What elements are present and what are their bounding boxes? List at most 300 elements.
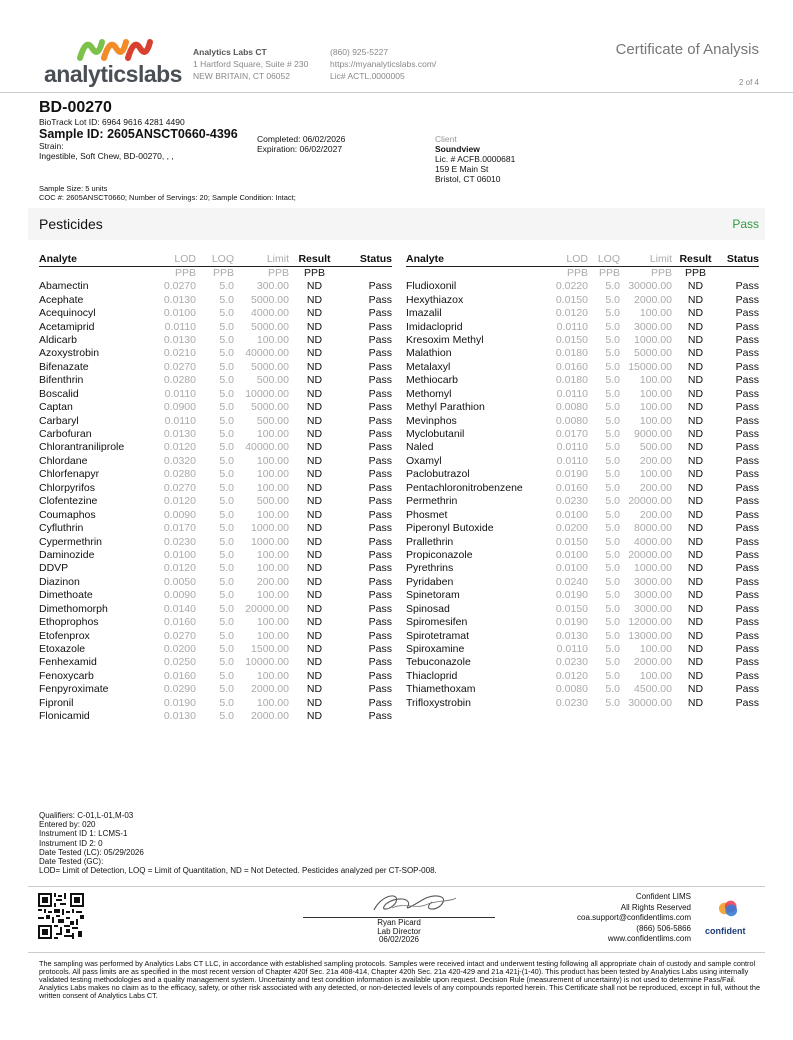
- lod-cell: 0.0210: [163, 347, 196, 360]
- status-cell: Pass: [368, 508, 392, 521]
- result-cell: ND: [306, 710, 323, 723]
- table-row: [406, 522, 759, 535]
- instrument-2: Instrument ID 2: 0: [39, 838, 103, 848]
- table-row: [39, 643, 392, 656]
- status-cell: Pass: [735, 333, 759, 346]
- result-cell: ND: [306, 643, 323, 656]
- client-info: [435, 134, 515, 184]
- disclaimer: The sampling was performed by Analytics Labs CT LLC, in accordance with established sampling protocols. Samples were received intact and underwent testing following all appropriate chain of custody and sample control protocols. All pass limits are as specified in the most recent version of Chapter 420f Sec. 21a 408-414, Chapter 420h Sec. 21a 420-429 and 21a 421j-(1-40). This product has been tested by Analytics Labs using internally validated testing methodologies and a quality management system. Uncertainty and test condition information is available upon request. Decision Rule (measurement of uncertainty) is not used to determine Pass/Fail. Analytics Labs makes no claim as to the efficacy, safety, or other risk associated with any detected, or non-detected levels of any compounds reported herein. This Certificate shall not be reproduced, except in full, without the written consent of Analytics Labs CT.: [39, 959, 761, 1000]
- loq-cell: 5.0: [605, 548, 620, 561]
- loq-cell: 5.0: [219, 454, 234, 467]
- table-row: [39, 428, 392, 441]
- lod-cell: 0.0180: [555, 374, 588, 387]
- analyte-cell: Methiocarb: [406, 374, 458, 387]
- limit-cell: 100.00: [256, 616, 289, 629]
- status-cell: Pass: [735, 535, 759, 548]
- status-cell: Pass: [368, 428, 392, 441]
- sample-size-coc: [39, 184, 296, 202]
- loq-cell: 5.0: [219, 535, 234, 548]
- limit-cell: 100.00: [256, 589, 289, 602]
- lod-cell: 0.0080: [555, 683, 588, 696]
- lod-cell: 0.0150: [555, 535, 588, 548]
- loq-cell: 5.0: [219, 347, 234, 360]
- loq-cell: 5.0: [219, 320, 234, 333]
- table-row: [406, 388, 759, 401]
- status-cell: Pass: [735, 508, 759, 521]
- status-cell: Pass: [735, 347, 759, 360]
- qualifiers: Qualifiers: C-01,L-01,M-03: [39, 811, 134, 820]
- limit-cell: 1000.00: [251, 535, 289, 548]
- limit-cell: 4500.00: [634, 683, 672, 696]
- limit-cell: 5000.00: [251, 401, 289, 414]
- analyte-cell: Spinetoram: [406, 589, 460, 602]
- col-result: Result: [672, 253, 719, 267]
- status-cell: Pass: [735, 522, 759, 535]
- limit-cell: 200.00: [639, 454, 672, 467]
- analyte-cell: Acephate: [39, 293, 84, 306]
- result-cell: ND: [687, 602, 704, 615]
- result-cell: ND: [306, 468, 323, 481]
- analyte-cell: Ethoprophos: [39, 616, 99, 629]
- unit-blank: [39, 267, 147, 281]
- lab-address-line2: NEW BRITAIN, CT 06052: [193, 71, 290, 81]
- result-cell: ND: [306, 656, 323, 669]
- table-row: [39, 589, 392, 602]
- status-cell: Pass: [368, 656, 392, 669]
- loq-cell: 5.0: [219, 589, 234, 602]
- status-cell: Pass: [735, 616, 759, 629]
- status-cell: Pass: [735, 320, 759, 333]
- lod-cell: 0.0190: [555, 589, 588, 602]
- analyte-cell: Fenpyroximate: [39, 683, 109, 696]
- analyte-cell: Bifenazate: [39, 360, 89, 373]
- table-row: [39, 508, 392, 521]
- table-row: [406, 697, 759, 710]
- analyte-cell: Clofentezine: [39, 495, 98, 508]
- lod-cell: 0.0200: [555, 522, 588, 535]
- col-limit: Limit: [234, 253, 289, 267]
- analyte-cell: Spiroxamine: [406, 643, 465, 656]
- status-cell: Pass: [368, 280, 392, 293]
- unit-blank: [719, 267, 759, 281]
- limit-cell: 100.00: [639, 643, 672, 656]
- loq-cell: 5.0: [219, 616, 234, 629]
- status-cell: Pass: [735, 414, 759, 427]
- lod-cell: 0.0100: [163, 548, 196, 561]
- analyte-cell: Chlorfenapyr: [39, 468, 100, 481]
- lod-cell: 0.0080: [555, 414, 588, 427]
- limit-cell: 1000.00: [634, 333, 672, 346]
- status-cell: Pass: [735, 669, 759, 682]
- result-cell: ND: [687, 401, 704, 414]
- result-cell: ND: [306, 683, 323, 696]
- table-row: [39, 401, 392, 414]
- lod-cell: 0.0170: [555, 428, 588, 441]
- lod-cell: 0.0110: [164, 320, 196, 333]
- result-cell: ND: [306, 387, 323, 400]
- qr-code-icon[interactable]: [38, 893, 84, 939]
- limit-cell: 100.00: [256, 428, 289, 441]
- page-header: [0, 0, 793, 92]
- lod-cell: 0.0160: [555, 481, 588, 494]
- status-cell: Pass: [735, 683, 759, 696]
- limit-cell: 12000.00: [628, 616, 672, 629]
- status-cell: Pass: [735, 696, 759, 709]
- status-cell: Pass: [368, 522, 392, 535]
- limit-cell: 500.00: [256, 374, 289, 387]
- limit-cell: 100.00: [256, 548, 289, 561]
- result-cell: ND: [306, 562, 323, 575]
- client-address1: 159 E Main St: [435, 164, 489, 174]
- section-band: [28, 208, 765, 240]
- analyte-cell: Abamectin: [39, 280, 89, 293]
- result-cell: ND: [687, 387, 704, 400]
- loq-cell: 5.0: [605, 508, 620, 521]
- loq-cell: 5.0: [605, 669, 620, 682]
- result-cell: ND: [687, 669, 704, 682]
- unit-limit: PPB: [650, 267, 672, 279]
- loq-cell: 5.0: [605, 414, 620, 427]
- result-cell: ND: [687, 643, 704, 656]
- lod-cell: 0.0230: [555, 696, 588, 709]
- result-cell: ND: [687, 683, 704, 696]
- analyte-cell: Mevinphos: [406, 414, 457, 427]
- table-row: [39, 374, 392, 387]
- analyte-cell: Hexythiazox: [406, 293, 464, 306]
- loq-cell: 5.0: [219, 683, 234, 696]
- biotrack-lot: BioTrack Lot ID: 6964 9616 4281 4490: [39, 117, 185, 127]
- lab-address: [193, 46, 308, 82]
- signature-image: [352, 890, 472, 920]
- status-cell: Pass: [368, 374, 392, 387]
- limit-cell: 100.00: [639, 374, 672, 387]
- loq-cell: 5.0: [605, 495, 620, 508]
- lab-phone: (860) 925-5227: [330, 47, 389, 57]
- lod-cell: 0.0230: [555, 656, 588, 669]
- analyte-cell: Methomyl: [406, 387, 452, 400]
- table-row: [406, 455, 759, 468]
- loq-cell: 5.0: [219, 428, 234, 441]
- analyte-cell: Spirotetramat: [406, 629, 470, 642]
- footer-notes: [39, 811, 437, 875]
- loq-cell: 5.0: [219, 656, 234, 669]
- result-cell: ND: [687, 454, 704, 467]
- client-address2: Bristol, CT 06010: [435, 174, 501, 184]
- loq-cell: 5.0: [219, 481, 234, 494]
- limit-cell: 40000.00: [245, 347, 289, 360]
- logo-text: analyticslabs: [44, 61, 182, 87]
- lod-cell: 0.0110: [556, 643, 588, 656]
- analyte-cell: Captan: [39, 401, 73, 414]
- result-cell: ND: [306, 522, 323, 535]
- table-row: [406, 656, 759, 669]
- loq-cell: 5.0: [605, 683, 620, 696]
- loq-cell: 5.0: [219, 562, 234, 575]
- table-row: [39, 320, 392, 333]
- loq-cell: 5.0: [219, 602, 234, 615]
- result-cell: ND: [687, 548, 704, 561]
- table-row: [39, 388, 392, 401]
- result-cell: ND: [306, 360, 323, 373]
- lod-cell: 0.0090: [163, 508, 196, 521]
- unit-row: [406, 267, 759, 281]
- status-cell: Pass: [735, 589, 759, 602]
- table-row: [39, 522, 392, 535]
- lod-cell: 0.0050: [163, 575, 196, 588]
- lod-cell: 0.0190: [555, 468, 588, 481]
- limit-cell: 15000.00: [628, 360, 672, 373]
- signer-block: [303, 919, 495, 945]
- result-cell: ND: [687, 562, 704, 575]
- loq-cell: 5.0: [219, 293, 234, 306]
- status-cell: Pass: [735, 481, 759, 494]
- result-cell: ND: [306, 481, 323, 494]
- col-result: Result: [289, 253, 340, 267]
- status-cell: Pass: [735, 293, 759, 306]
- table-row: [406, 589, 759, 602]
- analyte-cell: Dimethoate: [39, 589, 93, 602]
- unit-loq: PPB: [598, 267, 620, 279]
- table-row: [39, 549, 392, 562]
- analyte-cell: Oxamyl: [406, 454, 442, 467]
- result-cell: ND: [687, 280, 704, 293]
- limit-cell: 5000.00: [251, 360, 289, 373]
- table-row: [406, 401, 759, 414]
- result-cell: ND: [306, 696, 323, 709]
- limit-cell: 1000.00: [251, 522, 289, 535]
- status-cell: Pass: [368, 387, 392, 400]
- analyte-cell: Azoxystrobin: [39, 347, 100, 360]
- lod-cell: 0.0180: [555, 347, 588, 360]
- status-cell: Pass: [735, 495, 759, 508]
- lab-address-line1: 1 Hartford Square, Suite # 230: [193, 59, 309, 69]
- analyte-cell: Fenhexamid: [39, 656, 97, 669]
- result-cell: ND: [687, 616, 704, 629]
- result-cell: ND: [687, 414, 704, 427]
- lod-cell: 0.0130: [555, 629, 588, 642]
- col-limit: Limit: [620, 253, 672, 267]
- result-cell: ND: [306, 495, 323, 508]
- lims-name: Confident LIMS: [635, 892, 691, 901]
- lod-cell: 0.0160: [163, 669, 196, 682]
- status-cell: Pass: [735, 454, 759, 467]
- loq-cell: 5.0: [219, 508, 234, 521]
- analyte-cell: Pyridaben: [406, 575, 454, 588]
- loq-cell: 5.0: [219, 307, 234, 320]
- lod-cell: 0.0190: [163, 696, 196, 709]
- lod-cell: 0.0230: [163, 535, 196, 548]
- analyte-cell: Acequinocyl: [39, 307, 96, 320]
- col-status: Status: [340, 253, 392, 267]
- lims-email[interactable]: coa.support@confidentlims.com: [577, 913, 691, 922]
- loq-cell: 5.0: [219, 522, 234, 535]
- lod-cell: 0.0270: [163, 280, 196, 293]
- analyte-cell: Permethrin: [406, 495, 458, 508]
- result-cell: ND: [306, 441, 323, 454]
- status-cell: Pass: [368, 575, 392, 588]
- loq-cell: 5.0: [605, 481, 620, 494]
- table-row: [406, 549, 759, 562]
- analyte-cell: Daminozide: [39, 548, 95, 561]
- unit-result: PPB: [684, 267, 706, 279]
- analyte-cell: Imazalil: [406, 307, 442, 320]
- lod-cell: 0.0100: [555, 508, 588, 521]
- unit-blank: [340, 267, 392, 281]
- result-cell: ND: [306, 508, 323, 521]
- result-cell: ND: [306, 293, 323, 306]
- loq-cell: 5.0: [219, 387, 234, 400]
- status-cell: Pass: [368, 293, 392, 306]
- analyte-cell: Spiromesifen: [406, 616, 468, 629]
- result-cell: ND: [687, 307, 704, 320]
- lims-rights: All Rights Reserved: [620, 902, 691, 912]
- table-row: [406, 495, 759, 508]
- lod-cell: 0.0230: [555, 495, 588, 508]
- status-cell: Pass: [735, 280, 759, 293]
- status-cell: Pass: [368, 629, 392, 642]
- col-lod: LOD: [147, 253, 196, 267]
- analyte-cell: Etoxazole: [39, 643, 86, 656]
- result-cell: ND: [306, 333, 323, 346]
- lod-cell: 0.0100: [555, 562, 588, 575]
- table-row: [406, 535, 759, 548]
- lod-cell: 0.0900: [163, 401, 196, 414]
- table-row: [406, 616, 759, 629]
- loq-cell: 5.0: [219, 280, 234, 293]
- limit-cell: 100.00: [256, 468, 289, 481]
- limit-cell: 100.00: [639, 401, 672, 414]
- table-row: [39, 535, 392, 548]
- loq-cell: 5.0: [605, 333, 620, 346]
- header-divider: [0, 92, 793, 93]
- result-cell: ND: [306, 347, 323, 360]
- lod-cell: 0.0120: [555, 307, 588, 320]
- table-row: [406, 441, 759, 454]
- sample-id: Sample ID: 2605ANSCT0660-4396: [39, 127, 238, 141]
- table-row: [39, 482, 392, 495]
- limit-cell: 500.00: [639, 441, 672, 454]
- lims-website[interactable]: www.confidentlims.com: [607, 934, 691, 943]
- lod-cell: 0.0270: [163, 481, 196, 494]
- analyte-cell: Naled: [406, 441, 434, 454]
- result-cell: ND: [306, 535, 323, 548]
- table-row: [39, 603, 392, 616]
- unit-result: PPB: [303, 267, 325, 279]
- table-row: [39, 441, 392, 454]
- limit-cell: 100.00: [256, 508, 289, 521]
- result-cell: ND: [306, 320, 323, 333]
- footer-divider: [28, 886, 765, 887]
- result-cell: ND: [687, 495, 704, 508]
- analyte-cell: Chlorpyrifos: [39, 481, 96, 494]
- result-cell: ND: [306, 374, 323, 387]
- loq-cell: 5.0: [605, 428, 620, 441]
- loq-cell: 5.0: [605, 293, 620, 306]
- loq-cell: 5.0: [605, 307, 620, 320]
- signer-title: Lab Director: [377, 926, 421, 936]
- loq-cell: 5.0: [219, 441, 234, 454]
- status-cell: Pass: [735, 428, 759, 441]
- status-cell: Pass: [368, 616, 392, 629]
- analyte-cell: Spinosad: [406, 602, 450, 615]
- analyte-cell: Tebuconazole: [406, 656, 471, 669]
- status-cell: Pass: [368, 683, 392, 696]
- lod-cell: 0.0140: [163, 602, 196, 615]
- lod-cell: 0.0130: [163, 710, 196, 723]
- loq-cell: 5.0: [219, 643, 234, 656]
- analyte-cell: Imidacloprid: [406, 320, 463, 333]
- status-cell: Pass: [368, 454, 392, 467]
- instrument-1: Instrument ID 1: LCMS-1: [39, 829, 128, 839]
- table-row: [39, 656, 392, 669]
- lod-cell: 0.0120: [163, 495, 196, 508]
- loq-cell: 5.0: [605, 441, 620, 454]
- table-row: [39, 616, 392, 629]
- lod-cell: 0.0150: [555, 602, 588, 615]
- table-header-row: [39, 253, 392, 267]
- col-lod: LOD: [538, 253, 588, 267]
- status-cell: Pass: [735, 656, 759, 669]
- status-cell: Pass: [735, 575, 759, 588]
- analyte-cell: Dimethomorph: [39, 602, 108, 615]
- lod-cell: 0.0320: [163, 454, 196, 467]
- lod-cell: 0.0150: [555, 333, 588, 346]
- lod-cell: 0.0130: [163, 333, 196, 346]
- analyte-cell: Paclobutrazol: [406, 468, 470, 481]
- section-title: Pesticides: [39, 216, 103, 232]
- table-row: [406, 576, 759, 589]
- lod-cell: 0.0110: [556, 387, 588, 400]
- lab-website[interactable]: https://myanalyticslabs.com/: [330, 59, 437, 69]
- status-cell: Pass: [735, 374, 759, 387]
- analyte-cell: Acetamiprid: [39, 320, 95, 333]
- status-cell: Pass: [368, 643, 392, 656]
- result-cell: ND: [687, 656, 704, 669]
- col-status: Status: [719, 253, 759, 267]
- table-row: [39, 414, 392, 427]
- lod-cell: 0.0120: [163, 562, 196, 575]
- analyte-cell: Bifenthrin: [39, 374, 84, 387]
- unit-lod: PPB: [566, 267, 588, 279]
- analyte-cell: Fipronil: [39, 696, 74, 709]
- table-row: [39, 307, 392, 320]
- table-row: [39, 683, 392, 696]
- status-cell: Pass: [735, 548, 759, 561]
- loq-cell: 5.0: [219, 696, 234, 709]
- result-cell: ND: [687, 320, 704, 333]
- analyte-cell: Thiacloprid: [406, 669, 458, 682]
- lod-cell: 0.0250: [163, 656, 196, 669]
- status-cell: Pass: [368, 401, 392, 414]
- limit-cell: 2000.00: [251, 683, 289, 696]
- loq-cell: 5.0: [605, 616, 620, 629]
- status-cell: Pass: [735, 401, 759, 414]
- limit-cell: 300.00: [256, 280, 289, 293]
- table-row: [39, 280, 392, 293]
- lod-cell: 0.0120: [163, 441, 196, 454]
- analyte-cell: Fenoxycarb: [39, 669, 94, 682]
- lod-cell: 0.0280: [163, 468, 196, 481]
- result-cell: ND: [687, 481, 704, 494]
- status-cell: Pass: [735, 643, 759, 656]
- document-title: Certificate of Analysis: [615, 41, 759, 58]
- loq-cell: 5.0: [219, 401, 234, 414]
- limit-cell: 5000.00: [251, 320, 289, 333]
- analyte-cell: Etofenprox: [39, 629, 90, 642]
- analyte-cell: Chlorantraniliprole: [39, 441, 125, 454]
- limit-cell: 100.00: [256, 562, 289, 575]
- limit-cell: 100.00: [256, 454, 289, 467]
